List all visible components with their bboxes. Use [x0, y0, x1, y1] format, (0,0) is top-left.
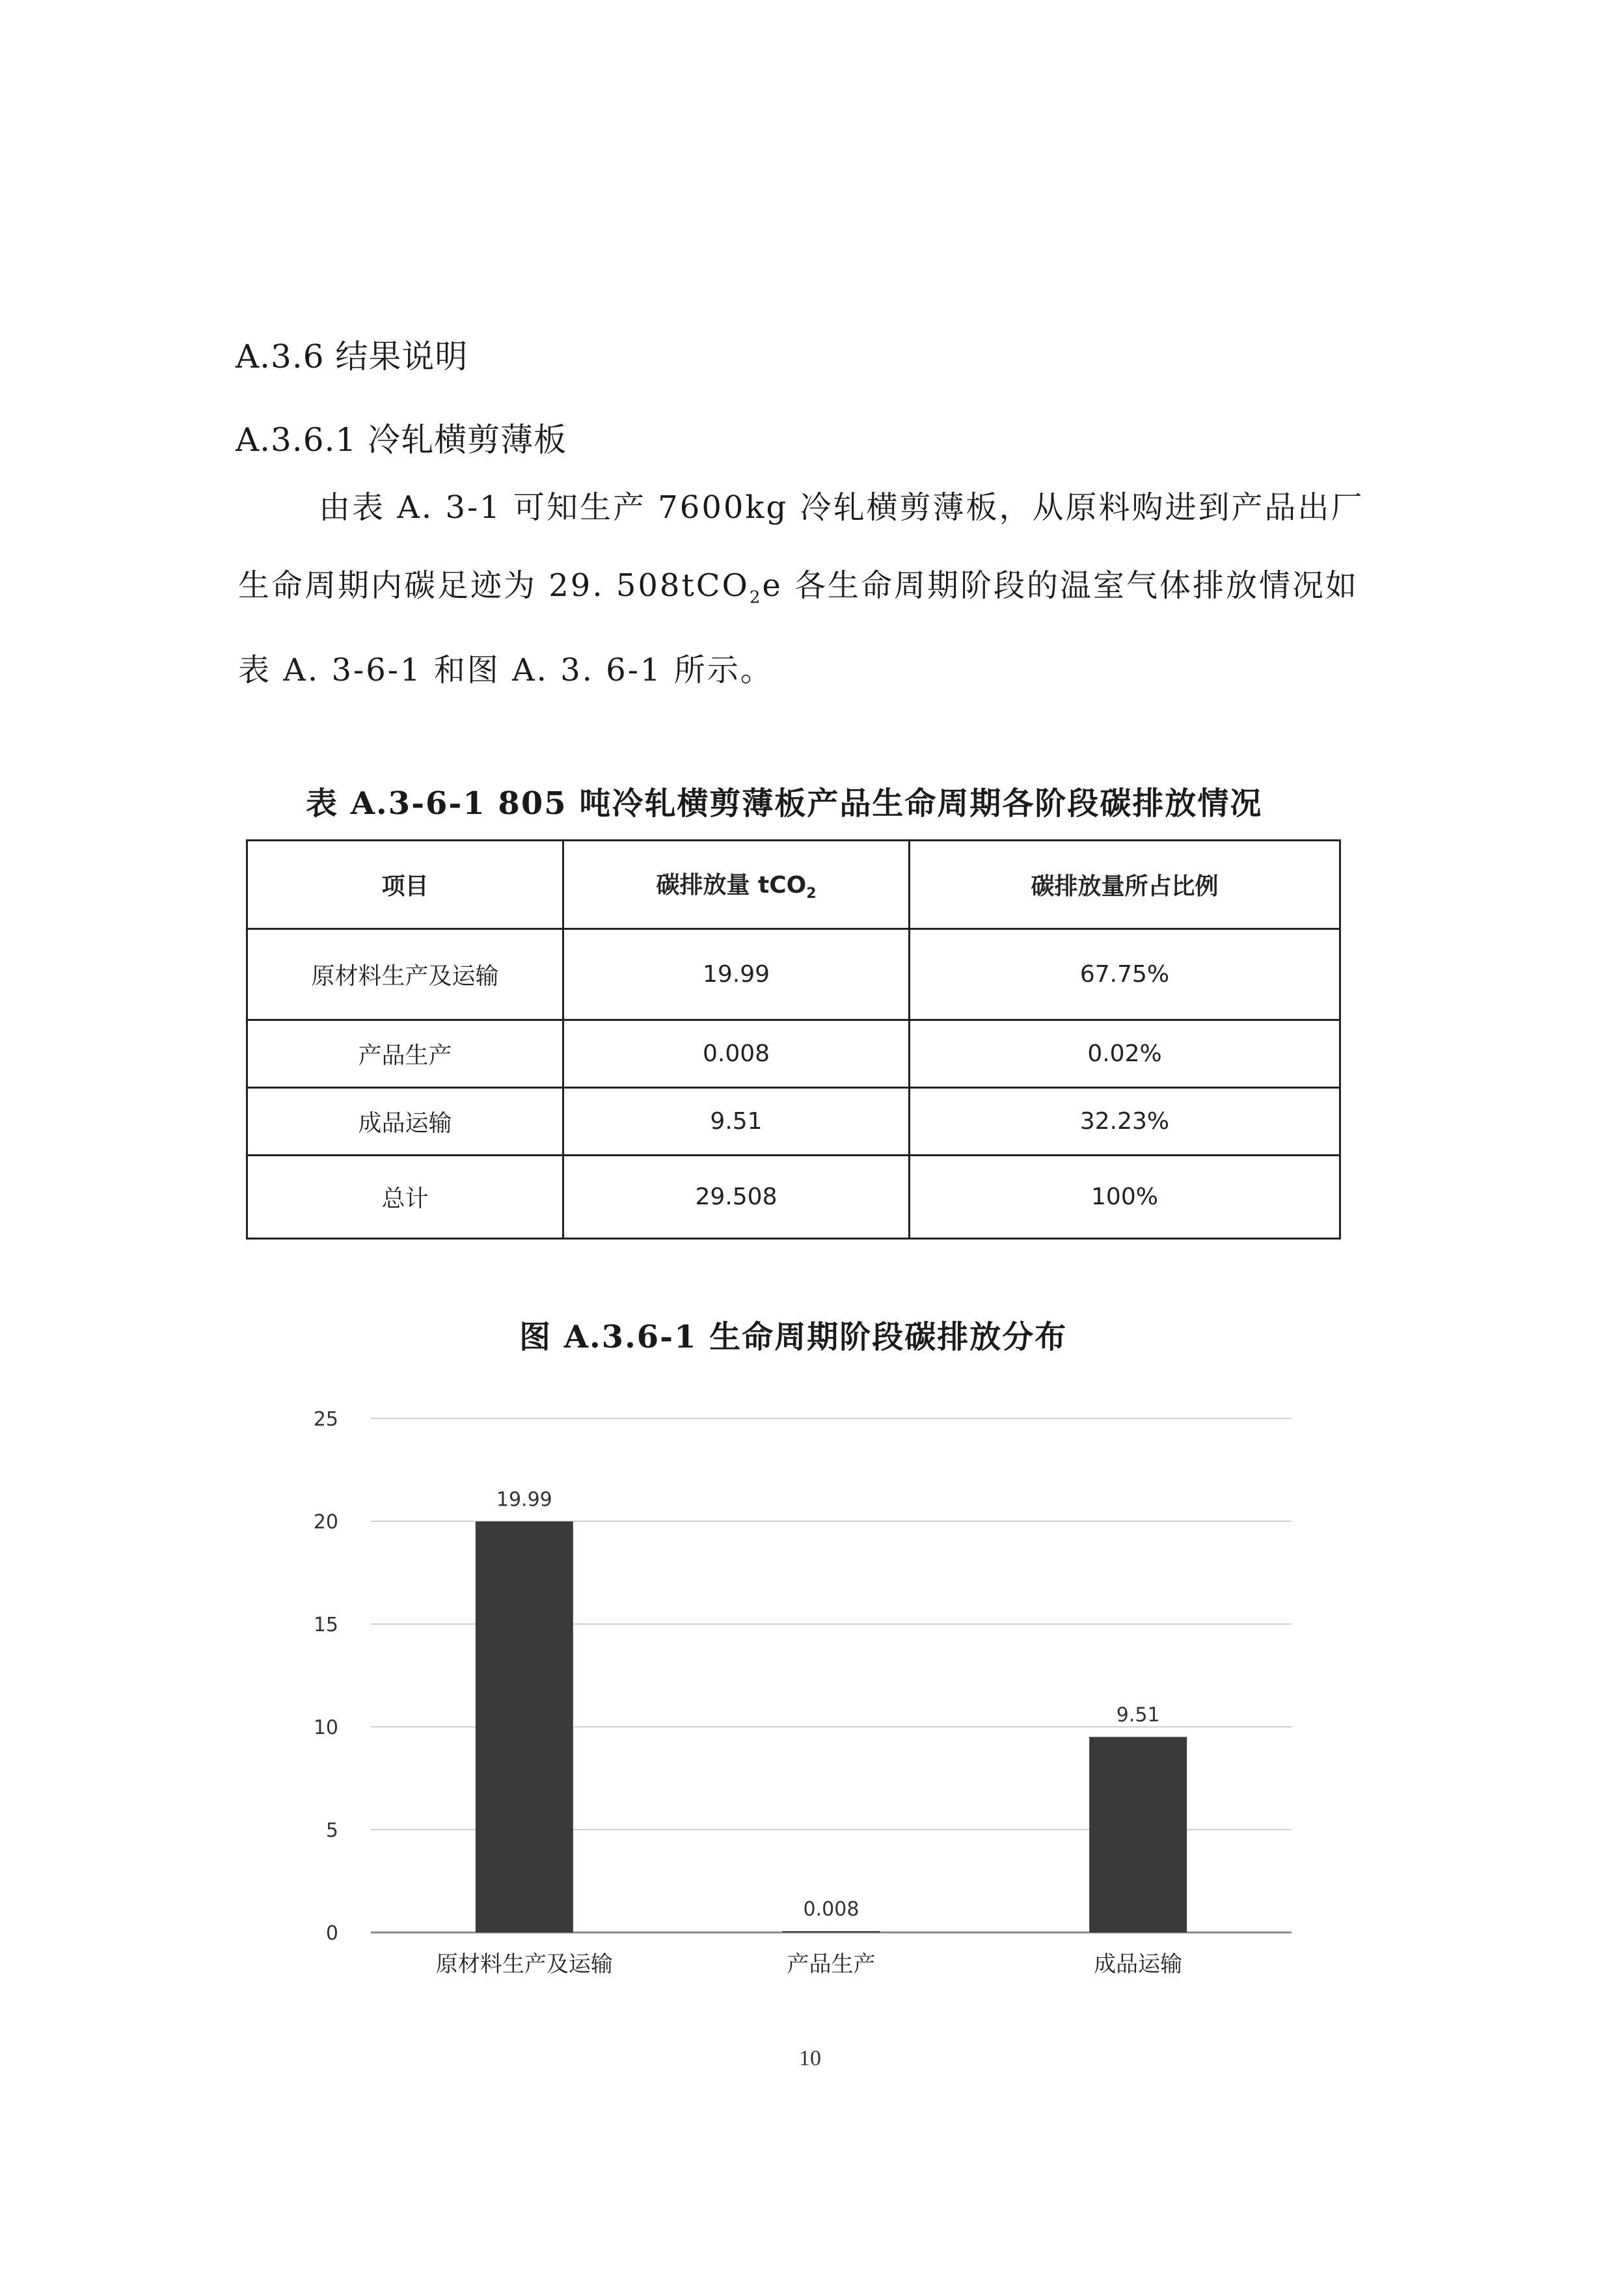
- paragraph-line-2-prefix: 生命周期内碳足迹为 29. 508tCO: [238, 567, 750, 604]
- header-item: 项目: [247, 841, 563, 929]
- header-emission-subscript: 2: [806, 886, 817, 902]
- table-row: [247, 929, 1340, 1020]
- table-row: [247, 1156, 1340, 1239]
- bar: [1089, 1737, 1187, 1932]
- x-tick-label: 产品生产: [787, 1951, 876, 1977]
- row-emission: 29.508: [563, 1156, 910, 1239]
- row-share: 67.75%: [910, 929, 1340, 1020]
- y-tick-label: 20: [313, 1511, 338, 1534]
- paragraph-line-2-suffix: e 各生命周期阶段的温室气体排放情况如: [762, 567, 1359, 604]
- y-tick-label: 0: [325, 1922, 338, 1945]
- subsection-heading: A.3.6.1 冷轧横剪薄板: [236, 421, 567, 459]
- bar: [783, 1931, 880, 1932]
- table-header-row: [247, 841, 1340, 929]
- row-emission: 0.008: [563, 1020, 910, 1088]
- table-row: [247, 1088, 1340, 1156]
- header-share: 碳排放量所占比例: [910, 841, 1340, 929]
- y-tick-label: 15: [313, 1614, 338, 1636]
- row-item: 总计: [247, 1156, 563, 1239]
- row-emission: 9.51: [563, 1088, 910, 1156]
- paragraph-line-1: 由表 A. 3-1 可知生产 7600kg 冷轧横剪薄板，从原料购进到产品出厂: [319, 489, 1364, 526]
- header-emission-prefix: 碳排放量 tCO: [656, 872, 807, 899]
- emissions-table: [246, 839, 1341, 1240]
- bar: [476, 1521, 573, 1932]
- row-share: 100%: [910, 1156, 1340, 1239]
- row-share: 32.23%: [910, 1088, 1340, 1156]
- paragraph-line-3: 表 A. 3-6-1 和图 A. 3. 6-1 所示。: [238, 652, 774, 688]
- data-label: 0.008: [803, 1898, 859, 1921]
- y-tick-label: 25: [313, 1408, 338, 1431]
- section-heading: A.3.6 结果说明: [236, 338, 468, 375]
- x-tick-label: 原材料生产及运输: [435, 1951, 613, 1977]
- table-row: [247, 1020, 1340, 1088]
- data-label: 9.51: [1116, 1703, 1160, 1727]
- page-number: 10: [799, 2046, 821, 2070]
- row-emission: 19.99: [563, 929, 910, 1020]
- y-tick-label: 10: [313, 1716, 338, 1739]
- table-caption: 表 A.3-6-1 805 吨冷轧横剪薄板产品生命周期各阶段碳排放情况: [306, 785, 1263, 822]
- x-tick-label: 成品运输: [1094, 1951, 1183, 1977]
- header-emission: [563, 841, 910, 929]
- paragraph-line-2: [238, 567, 1359, 608]
- emissions-bar-chart: [286, 1399, 1327, 1998]
- row-item: 原材料生产及运输: [247, 929, 563, 1020]
- row-item: 产品生产: [247, 1020, 563, 1088]
- data-label: 19.99: [496, 1488, 552, 1511]
- row-share: 0.02%: [910, 1020, 1340, 1088]
- y-tick-label: 5: [325, 1819, 338, 1842]
- paragraph-line-2-subscript: 2: [749, 588, 763, 608]
- figure-caption: 图 A.3.6-1 生命周期阶段碳排放分布: [519, 1319, 1068, 1355]
- row-item: 成品运输: [247, 1088, 563, 1156]
